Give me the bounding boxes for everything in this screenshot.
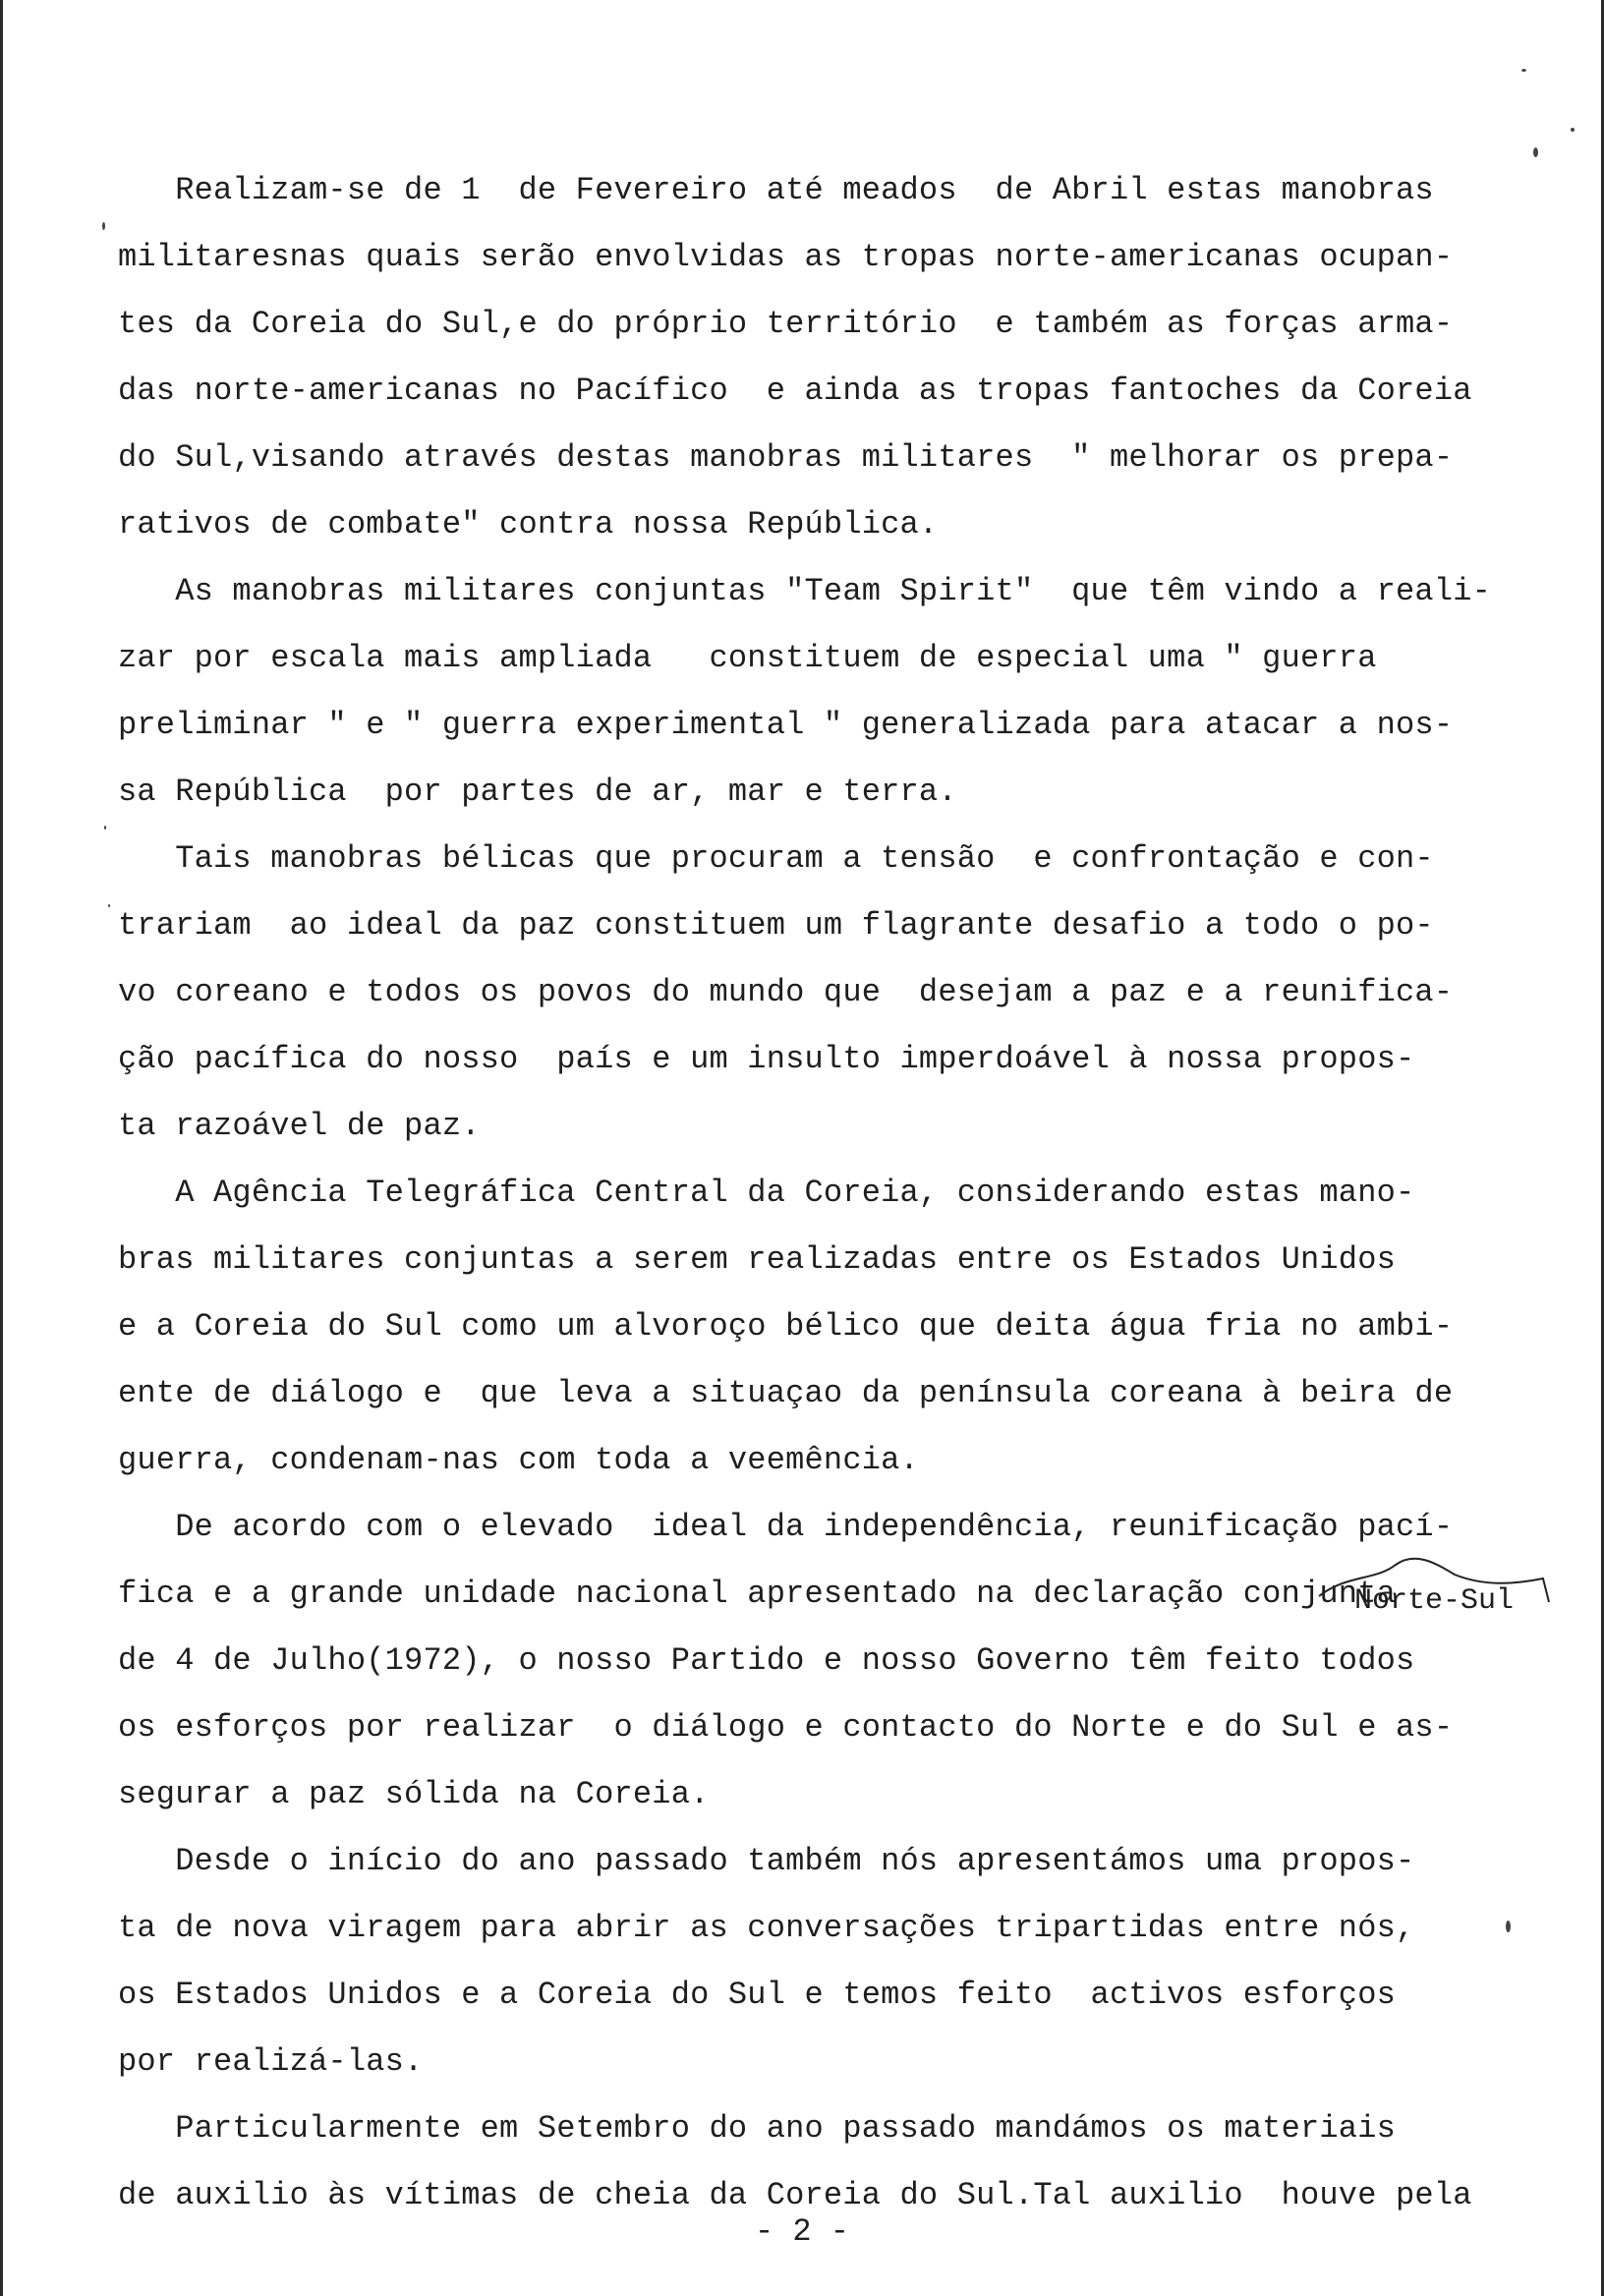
text-line: ente de diálogo e que leva a situaçao da península coreana à beira de: [118, 1375, 1454, 1411]
text-line: os esforços por realizar o diálogo e contacto do Norte e do Sul e as-: [118, 1709, 1454, 1746]
text-line: Particularmente em Setembro do ano passado mandámos os materiais: [118, 2110, 1397, 2147]
text-line: zar por escala mais ampliada constituem de especial uma " guerra: [118, 640, 1377, 676]
paragraph-1: [118, 157, 1553, 558]
scan-speck: [102, 222, 105, 230]
text-line: ção pacífica do nosso país e um insulto imperdoável à nossa propos-: [118, 1041, 1415, 1077]
text-line: militaresnas quais serão envolvidas as tropas norte-americanas ocupan-: [118, 239, 1454, 275]
text-line: A Agência Telegráfica Central da Coreia, considerando estas mano-: [118, 1175, 1415, 1211]
text-line: sa República por partes de ar, mar e terra.: [118, 774, 957, 810]
text-line: os Estados Unidos e a Coreia do Sul e temos feito activos esforços: [118, 1977, 1397, 2013]
text-line: vo coreano e todos os povos do mundo que desejam a paz e a reunifica-: [118, 974, 1454, 1010]
text-line: Realizam-se de 1 de Fevereiro até meados de Abril estas manobras: [118, 172, 1434, 208]
text-line: segurar a paz sólida na Coreia.: [118, 1776, 710, 1812]
text-line: ta de nova viragem para abrir as conversações tripartidas entre nós,: [118, 1910, 1415, 1946]
text-line: de auxilio às vítimas de cheia da Coreia do Sul.Tal auxilio houve pela: [118, 2177, 1472, 2213]
paragraph-6: [118, 1828, 1553, 2095]
text-line: preliminar " e " guerra experimental " generalizada para atacar a nos-: [118, 707, 1454, 743]
scan-speck: [1506, 1921, 1511, 1932]
text-line: das norte-americanas no Pacífico e ainda as tropas fantoches da Coreia: [118, 373, 1472, 409]
text-line: rativos de combate" contra nossa República.: [118, 506, 939, 543]
text-line: tes da Coreia do Sul,e do próprio território e também as forças arma-: [118, 306, 1454, 342]
annotation-text: Norte-Sul: [1354, 1584, 1515, 1618]
paragraph-7: [118, 2095, 1553, 2229]
scan-speck: [1571, 128, 1575, 132]
text-line: bras militares conjuntas a serem realizadas entre os Estados Unidos: [118, 1241, 1397, 1278]
text-line: de 4 de Julho(1972), o nosso Partido e nosso Governo têm feito todos: [118, 1642, 1415, 1679]
scan-speck: [1521, 69, 1526, 72]
paragraph-3: [118, 826, 1553, 1160]
text-line: As manobras militares conjuntas "Team Spirit" que têm vindo a reali-: [118, 573, 1492, 609]
paragraph-2: [118, 558, 1553, 826]
text-line: Desde o início do ano passado também nós apresentámos uma propos-: [118, 1843, 1415, 1879]
text-line: guerra, condenam-nas com toda a veemência.: [118, 1442, 919, 1478]
text-line: do Sul,visando através destas manobras militares " melhorar os prepa-: [118, 439, 1454, 476]
text-line: Tais manobras bélicas que procuram a tensão e confrontação e con-: [118, 840, 1434, 877]
paragraph-4: [118, 1160, 1553, 1494]
scan-speck: [108, 904, 110, 907]
text-line: e a Coreia do Sul como um alvoroço bélico que deita água fria no ambi-: [118, 1308, 1454, 1345]
text-line: fica e a grande unidade nacional apresentado na declaração conjunta: [118, 1576, 1397, 1612]
text-line: trariam ao ideal da paz constituem um flagrante desafio a todo o po-: [118, 907, 1434, 944]
paragraph-5: [118, 1494, 1553, 1828]
text-line: ta razoável de paz.: [118, 1108, 481, 1144]
scan-speck: [104, 826, 106, 830]
document-body: [118, 157, 1553, 2229]
page-edge-left: [0, 0, 3, 2296]
scan-speck: [1533, 147, 1538, 157]
page-number: - 2 -: [754, 2213, 849, 2250]
text-line: por realizá-las.: [118, 2043, 424, 2080]
text-line: De acordo com o elevado ideal da independência, reunificação pací-: [118, 1509, 1454, 1545]
